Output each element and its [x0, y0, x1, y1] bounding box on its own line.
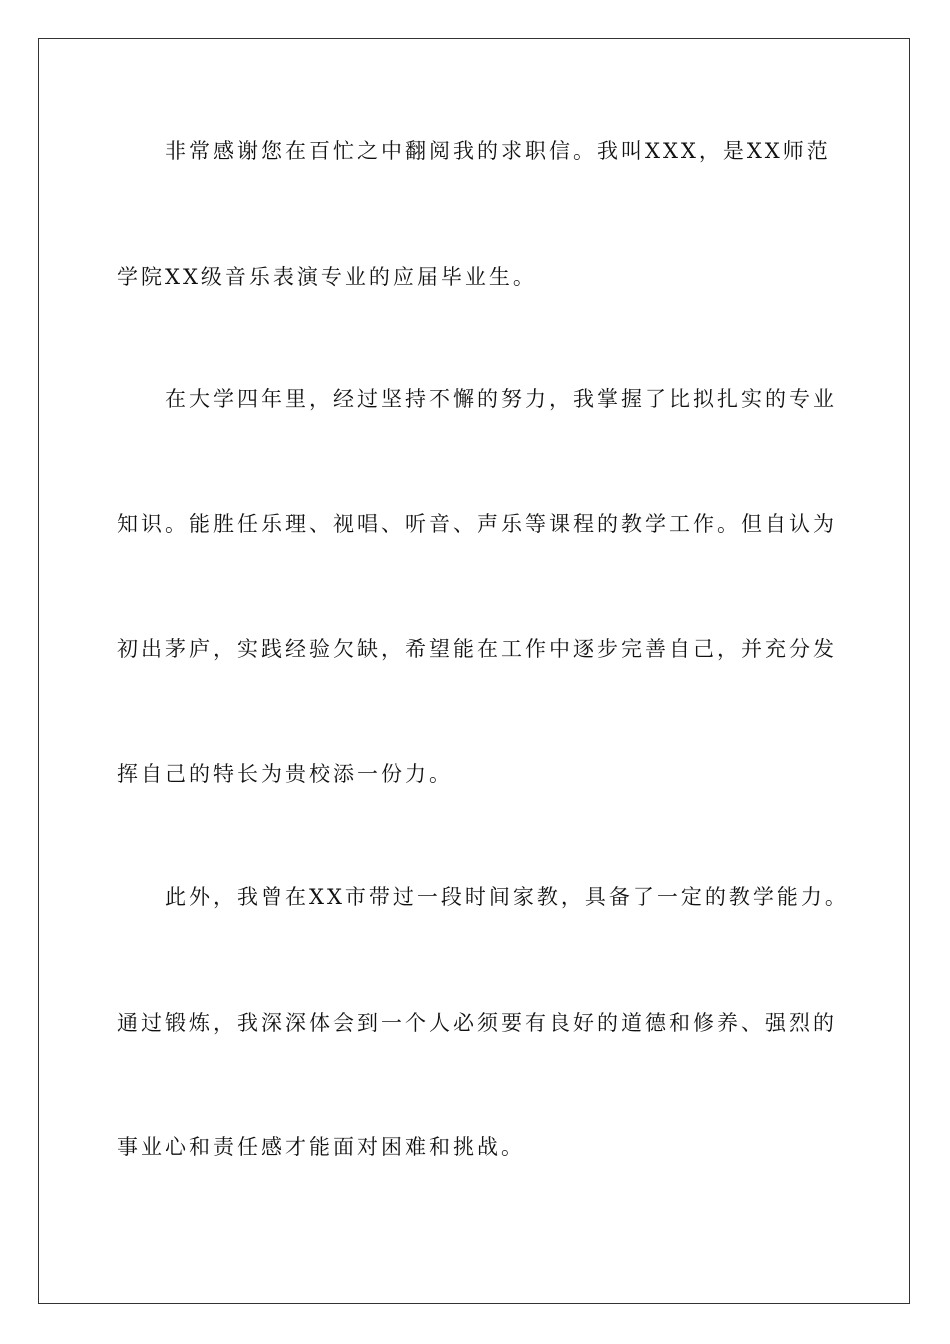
paragraph-2-line-3: 初出茅庐，实践经验欠缺，希望能在工作中逐步完善自己，并充分发: [117, 637, 837, 661]
paragraph-2-line-2: 知识。能胜任乐理、视唱、听音、声乐等课程的教学工作。但自认为: [117, 512, 837, 536]
paragraph-3-line-1: 此外，我曾在XX市带过一段时间家教，具备了一定的教学能力。: [165, 885, 849, 909]
paragraph-1-line-2: 学院XX级音乐表演专业的应届毕业生。: [117, 265, 537, 289]
paragraph-2-line-1: 在大学四年里，经过坚持不懈的努力，我掌握了比拟扎实的专业: [165, 387, 837, 411]
paragraph-1-line-1: 非常感谢您在百忙之中翻阅我的求职信。我叫XXX，是XX师范: [165, 139, 831, 163]
paragraph-3-line-3: 事业心和责任感才能面对困难和挑战。: [117, 1135, 525, 1159]
page-border: [38, 38, 910, 1304]
paragraph-3-line-2: 通过锻炼，我深深体会到一个人必须要有良好的道德和修养、强烈的: [117, 1011, 837, 1035]
paragraph-2-line-4: 挥自己的特长为贵校添一份力。: [117, 762, 453, 786]
